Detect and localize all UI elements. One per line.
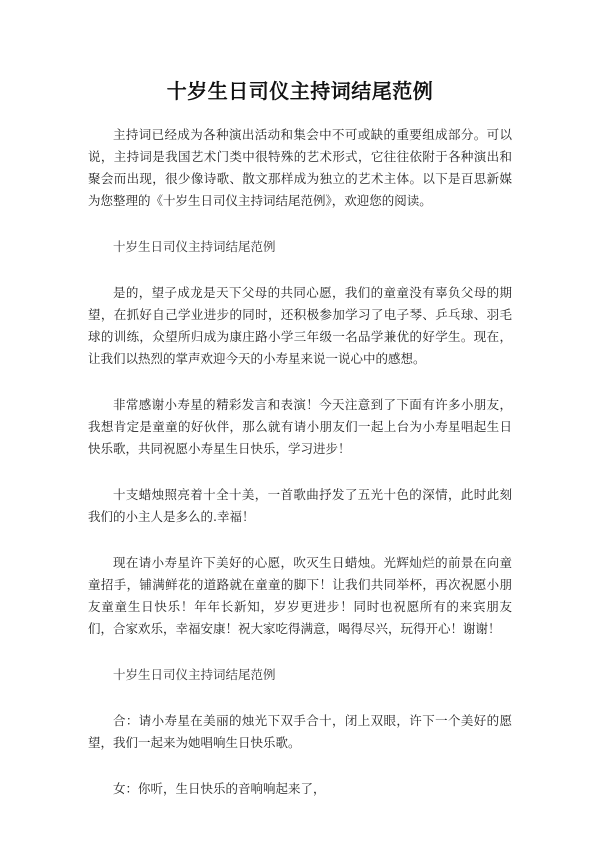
intro-paragraph: 主持词已经成为各种演出活动和集会中不可或缺的重要组成部分。可以说，主持词是我国艺术门类中很特殊的艺术形式，它往往依附于各种演出和聚会而出现，很少像诗歌、散文那样成为独立的艺术主体。以下是百思新媒为您整理的《十岁生日司仪主持词结尾范例》，欢迎您的阅读。 [88, 127, 512, 208]
section-heading: 十岁生日司仪主持词结尾范例 [113, 667, 276, 682]
body-paragraph: 女：你听，生日快乐的音响响起来了， [113, 781, 326, 796]
body-paragraph: 是的，望子成龙是天下父母的共同心愿，我们的童童没有辜负父母的期望，在抓好自己学业进步的同时，还积极参加学习了电子琴、乒乓球、羽毛球的训练，众望所归成为康庄路小学三年级一名品学兼优的好学生。现在，让我们以热烈的掌声欢迎今天的小寿星来说一说心中的感想。 [88, 285, 512, 366]
body-paragraph: 合：请小寿星在美丽的烛光下双手合十，闭上双眼，许下一个美好的愿望，我们一起来为她唱响生日快乐歌。 [88, 713, 512, 750]
body-paragraph: 现在请小寿星许下美好的心愿，吹灭生日蜡烛。光辉灿烂的前景在向童童招手，铺满鲜花的道路就在童童的脚下！让我们共同举杯，再次祝愿小朋友童童生日快乐！年年长新知，岁岁更进步！同时也祝愿所有的来宾朋友们，合家欢乐，幸福安康！祝大家吃得满意，喝得尽兴，玩得开心！谢谢！ [88, 555, 512, 636]
section-heading: 十岁生日司仪主持词结尾范例 [113, 239, 276, 254]
body-paragraph: 十支蜡烛照亮着十全十美，一首歌曲抒发了五光十色的深情，此时此刻我们的小主人是多么的.幸福！ [88, 487, 512, 524]
body-paragraph: 非常感谢小寿星的精彩发言和表演！今天注意到了下面有许多小朋友，我想肯定是童童的好伙伴，那么就有请小朋友们一起上台为小寿星唱起生日快乐歌，共同祝愿小寿星生日快乐，学习进步！ [88, 397, 512, 456]
document-title: 十岁生日司仪主持词结尾范例 [166, 79, 434, 103]
